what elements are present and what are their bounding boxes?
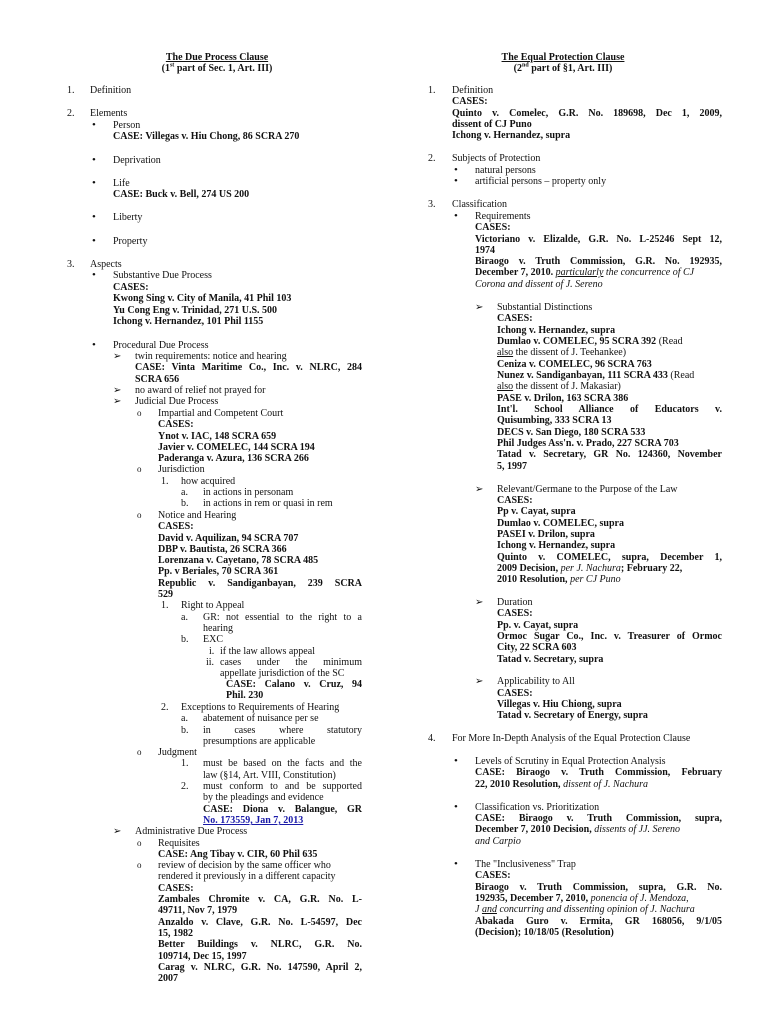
case-citation: CASE: Biraogo v. Truth Commission, supra, xyxy=(475,813,722,824)
cases-label: CASES: xyxy=(113,282,149,293)
cases-label: CASES: xyxy=(497,608,533,619)
case-citation: Tatad v. Secretary, GR No. 124360, November xyxy=(497,449,722,460)
case-citation: Phil Judges Ass'n. v. Prado, 227 SCRA 703 xyxy=(497,438,679,449)
right-subtitle: (2nd part of §1, Art. III) xyxy=(513,62,613,74)
list-letter: a. xyxy=(181,487,188,498)
case-citation: 2009 Decision, per J. Nachura; February 22, xyxy=(497,563,683,574)
twin-requirements: ➢ twin requirements: notice and hearing xyxy=(135,351,287,363)
person-case: CASE: Villegas v. Hiu Chong, 86 SCRA 270 xyxy=(113,131,300,142)
left-item-3-number: 3. xyxy=(67,259,75,270)
right-definition-heading: Definition xyxy=(452,85,494,96)
element-liberty: • Liberty xyxy=(113,212,142,224)
case-citation: PASE v. Drilon, 163 SCRA 386 xyxy=(497,393,629,404)
case-citation: Tatad v. Secretary, supra xyxy=(497,654,604,665)
case-citation: Biraogo v. Truth Commission, G.R. No. 192935, xyxy=(475,256,722,267)
list-letter: b. xyxy=(181,498,189,509)
classification-vs-prioritization: • Classification vs. Prioritization xyxy=(475,802,599,814)
case-citation: Dumlao v. COMELEC, supra xyxy=(497,518,624,529)
list-roman: ii. xyxy=(206,657,215,668)
left-definition-heading: Definition xyxy=(90,85,132,96)
case-citation: December 7, 2010. particularly the concurrence of CJ xyxy=(475,267,695,278)
element-person: • Person xyxy=(113,120,140,132)
case-citation: 1974 xyxy=(475,245,495,256)
case-citation: Republic v. Sandiganbayan, 239 SCRA xyxy=(158,578,362,589)
case-citation: Corona and dissent of J. Sereno xyxy=(475,279,603,290)
judgment-requirement: must conform to and be supported xyxy=(203,781,362,792)
judgment: o Judgment xyxy=(158,747,197,759)
case-citation: CASE: Vinta Maritime Co., Inc. v. NLRC, 284 xyxy=(135,362,362,373)
procedural-due-process: • Procedural Due Process xyxy=(113,340,209,352)
levels-of-scrutiny: • Levels of Scrutiny in Equal Protection Analysis xyxy=(475,756,666,768)
requirements: • Requirements xyxy=(475,211,531,223)
list-roman: i. xyxy=(209,646,215,657)
list-letter: b. xyxy=(181,634,189,645)
element-property: • Property xyxy=(113,236,147,248)
impartial-court: o Impartial and Competent Court xyxy=(158,408,283,420)
notice-and-hearing: o Notice and Hearing xyxy=(158,510,236,522)
hearing-exception-item: presumptions are applicable xyxy=(203,736,316,747)
case-citation: Pp. v. Cayat, supra xyxy=(497,620,579,631)
duration: ➢ Duration xyxy=(497,597,533,609)
case-citation: DBP v. Bautista, 26 SCRA 366 xyxy=(158,544,287,555)
case-citation: Ynot v. IAC, 148 SCRA 659 xyxy=(158,431,277,442)
case-citation: (Decision); 10/18/05 (Resolution) xyxy=(475,927,614,938)
judgment-requirement: by the pleadings and evidence xyxy=(203,792,324,803)
right-title: The Equal Protection Clause xyxy=(501,52,625,63)
case-citation: 15, 1982 xyxy=(158,928,193,939)
case-citation: Ichong v. Hernandez, 101 Phil 1155 xyxy=(113,316,264,327)
case-citation: 529 xyxy=(158,589,173,600)
applicability-to-all: ➢ Applicability to All xyxy=(497,676,575,688)
case-citation: Villegas v. Hiu Chiong, supra xyxy=(497,699,622,710)
right-item-4-number: 4. xyxy=(428,733,436,744)
cases-label: CASES: xyxy=(497,495,533,506)
exception-item: cases under the minimum xyxy=(220,657,362,668)
cases-label: CASES: xyxy=(158,521,194,532)
case-citation: City, 22 SCRA 603 xyxy=(497,642,577,653)
cases-label: CASES: xyxy=(452,96,488,107)
case-citation: Biraogo v. Truth Commission, supra, G.R. No. xyxy=(475,882,722,893)
substantive-due-process: • Substantive Due Process xyxy=(113,270,212,282)
list-number: 2. xyxy=(161,702,169,713)
subjects-heading: Subjects of Protection xyxy=(452,153,541,164)
case-citation: Nunez v. Sandiganbayan, 111 SCRA 433 (Read xyxy=(497,370,695,381)
case-citation: Ceniza v. COMELEC, 96 SCRA 763 xyxy=(497,359,652,370)
list-number: 1. xyxy=(181,758,189,769)
case-citation: 2010 Resolution, per CJ Puno xyxy=(497,574,621,585)
case-citation: 2007 xyxy=(158,973,178,984)
case-citation: also the dissent of J. Makasiar) xyxy=(497,381,621,392)
list-number: 1. xyxy=(161,476,169,487)
left-item-2-number: 2. xyxy=(67,108,75,119)
cases-label: CASES: xyxy=(497,688,533,699)
case-citation: Pp v. Cayat, supra xyxy=(497,506,576,517)
right-item-2-number: 2. xyxy=(428,153,436,164)
cases-label: CASES: xyxy=(475,870,511,881)
cases-label: CASES: xyxy=(475,222,511,233)
case-citation: Javier v. COMELEC, 144 SCRA 194 xyxy=(158,442,315,453)
review-of-decision: rendered it previously in a different capacity xyxy=(158,871,336,882)
case-citation: dissent of CJ Puno xyxy=(452,119,532,130)
case-citation: and Carpio xyxy=(475,836,521,847)
case-citation: 109714, Dec 15, 1997 xyxy=(158,951,247,962)
diona-case-link[interactable]: No. 173559, Jan 7, 2013 xyxy=(203,815,304,826)
review-of-decision: o review of decision by the same officer who xyxy=(158,860,331,872)
hearing-exception-item: abatement of nuisance per se xyxy=(203,713,319,724)
case-citation: 5, 1997 xyxy=(497,461,527,472)
case-citation: CASE: Biraogo v. Truth Commission, February xyxy=(475,767,722,778)
in-personam: in actions in personam xyxy=(203,487,294,498)
substantial-distinctions: ➢ Substantial Distinctions xyxy=(497,302,592,314)
list-number: 2. xyxy=(181,781,189,792)
case-citation: 49711, Nov 7, 1979 xyxy=(158,905,238,916)
list-letter: a. xyxy=(181,713,188,724)
case-citation: Anzaldo v. Clave, G.R. No. L-54597, Dec xyxy=(158,917,362,928)
appeal-exception: EXC xyxy=(203,634,223,645)
artificial-persons: • artificial persons – property only xyxy=(475,176,606,188)
list-letter: b. xyxy=(181,725,189,736)
life-case: CASE: Buck v. Bell, 274 US 200 xyxy=(113,189,250,200)
case-citation: PASEI v. Drilon, supra xyxy=(497,529,595,540)
case-citation: December 7, 2010 Decision, dissents of JJ. Sereno xyxy=(475,824,680,835)
case-citation: David v. Aquilizan, 94 SCRA 707 xyxy=(158,533,299,544)
left-item-1-number: 1. xyxy=(67,85,75,96)
elements-heading: Elements xyxy=(90,108,128,119)
case-citation: Lorenzana v. Cayetano, 78 SCRA 485 xyxy=(158,555,319,566)
case-citation: Ichong v. Hernandez, supra xyxy=(497,540,616,551)
case-citation: Tatad v. Secretary of Energy, supra xyxy=(497,710,648,721)
case-citation: Abakada Guro v. Ermita, GR 168056, 9/1/05 xyxy=(475,916,722,927)
case-citation: Kwong Sing v. City of Manila, 41 Phil 103 xyxy=(113,293,292,304)
case-citation: Quinto v. COMELEC, supra, December 1, xyxy=(497,552,722,563)
relevant-to-purpose: ➢ Relevant/Germane to the Purpose of the Law xyxy=(497,484,678,496)
case-citation: Pp. v Beriales, 70 SCRA 361 xyxy=(158,566,279,577)
aspects-heading: Aspects xyxy=(90,259,122,270)
case-citation: DECS v. San Diego, 180 SCRA 533 xyxy=(497,427,646,438)
case-citation: Int'l. School Alliance of Educators v. xyxy=(497,404,722,415)
appeal-general-rule: GR: not essential to the right to a xyxy=(203,612,362,623)
case-citation: Zambales Chromite v. CA, G.R. No. L- xyxy=(158,894,362,905)
left-subtitle: (1st part of Sec. 1, Art. III) xyxy=(161,62,273,74)
exception-item: if the law allows appeal xyxy=(220,646,315,657)
case-citation: CASE: Ang Tibay v. CIR, 60 Phil 635 xyxy=(158,849,318,860)
case-citation: Paderanga v. Azura, 136 SCRA 266 xyxy=(158,453,309,464)
case-citation: SCRA 656 xyxy=(135,374,180,385)
case-citation: also the dissent of J. Teehankee) xyxy=(497,347,627,358)
classification-heading: Classification xyxy=(452,199,507,210)
case-citation: Yu Cong Eng v. Trinidad, 271 U.S. 500 xyxy=(113,305,278,316)
hearing-exceptions: Exceptions to Requirements of Hearing xyxy=(181,702,340,713)
cases-label: CASES: xyxy=(158,883,194,894)
no-award-relief: ➢ no award of relief not prayed for xyxy=(135,385,266,397)
in-depth-analysis-heading: For More In-Depth Analysis of the Equal Protection Clause xyxy=(452,733,691,744)
cases-label: CASES: xyxy=(497,313,533,324)
case-citation: 22, 2010 Resolution, dissent of J. Nachura xyxy=(475,779,649,790)
in-rem: in actions in rem or quasi in rem xyxy=(203,498,333,509)
how-acquired: how acquired xyxy=(181,476,236,487)
case-citation: Carag v. NLRC, G.R. No. 147590, April 2, xyxy=(158,962,362,973)
hearing-exception-item: in cases where statutory xyxy=(203,725,362,736)
administrative-due-process: ➢ Administrative Due Process xyxy=(135,826,247,838)
judgment-requirement: must be based on the facts and the xyxy=(203,758,362,769)
element-deprivation: • Deprivation xyxy=(113,155,161,167)
cases-label: CASES: xyxy=(158,419,194,430)
case-citation: Ichong v. Hernandez, supra xyxy=(497,325,616,336)
natural-persons: • natural persons xyxy=(475,165,536,177)
requisites: o Requisites xyxy=(158,838,200,850)
case-citation: CASE: Calano v. Cruz, 94 xyxy=(226,679,362,690)
case-citation: CASE: Diona v. Balangue, GR xyxy=(203,804,362,815)
inclusiveness-trap: • The "Inclusiveness" Trap xyxy=(475,859,576,871)
case-citation: Ichong v. Hernandez, supra xyxy=(452,130,571,141)
judgment-requirement: law (§14, Art. VIII, Constitution) xyxy=(203,770,336,781)
right-item-1-number: 1. xyxy=(428,85,436,96)
case-citation: Ormoc Sugar Co., Inc. v. Treasurer of Ormoc xyxy=(497,631,722,642)
right-to-appeal: Right to Appeal xyxy=(181,600,245,611)
left-title: The Due Process Clause xyxy=(165,52,269,63)
case-citation: Victoriano v. Elizalde, G.R. No. L-25246 Sept 12, xyxy=(475,234,722,245)
case-citation: Better Buildings v. NLRC, G.R. No. xyxy=(158,939,362,950)
case-citation: Quinto v. Comelec, G.R. No. 189698, Dec 1, 2009, xyxy=(452,108,722,119)
right-item-3-number: 3. xyxy=(428,199,436,210)
list-number: 1. xyxy=(161,600,169,611)
exception-item: appellate jurisdiction of the SC xyxy=(220,668,345,679)
case-citation: J and concurring and dissenting opinion of J. Nachura xyxy=(475,904,695,915)
appeal-general-rule: hearing xyxy=(203,623,233,634)
element-life: • Life xyxy=(113,178,130,190)
list-letter: a. xyxy=(181,612,188,623)
jurisdiction: o Jurisdiction xyxy=(158,464,205,476)
case-citation: Quisumbing, 333 SCRA 13 xyxy=(497,415,612,426)
judicial-due-process: ➢ Judicial Due Process xyxy=(135,396,218,408)
case-citation: 192935, December 7, 2010, ponencia of J. Mendoza, xyxy=(475,893,689,904)
case-citation: Phil. 230 xyxy=(226,690,264,701)
case-citation: Dumlao v. COMELEC, 95 SCRA 392 (Read xyxy=(497,336,683,347)
